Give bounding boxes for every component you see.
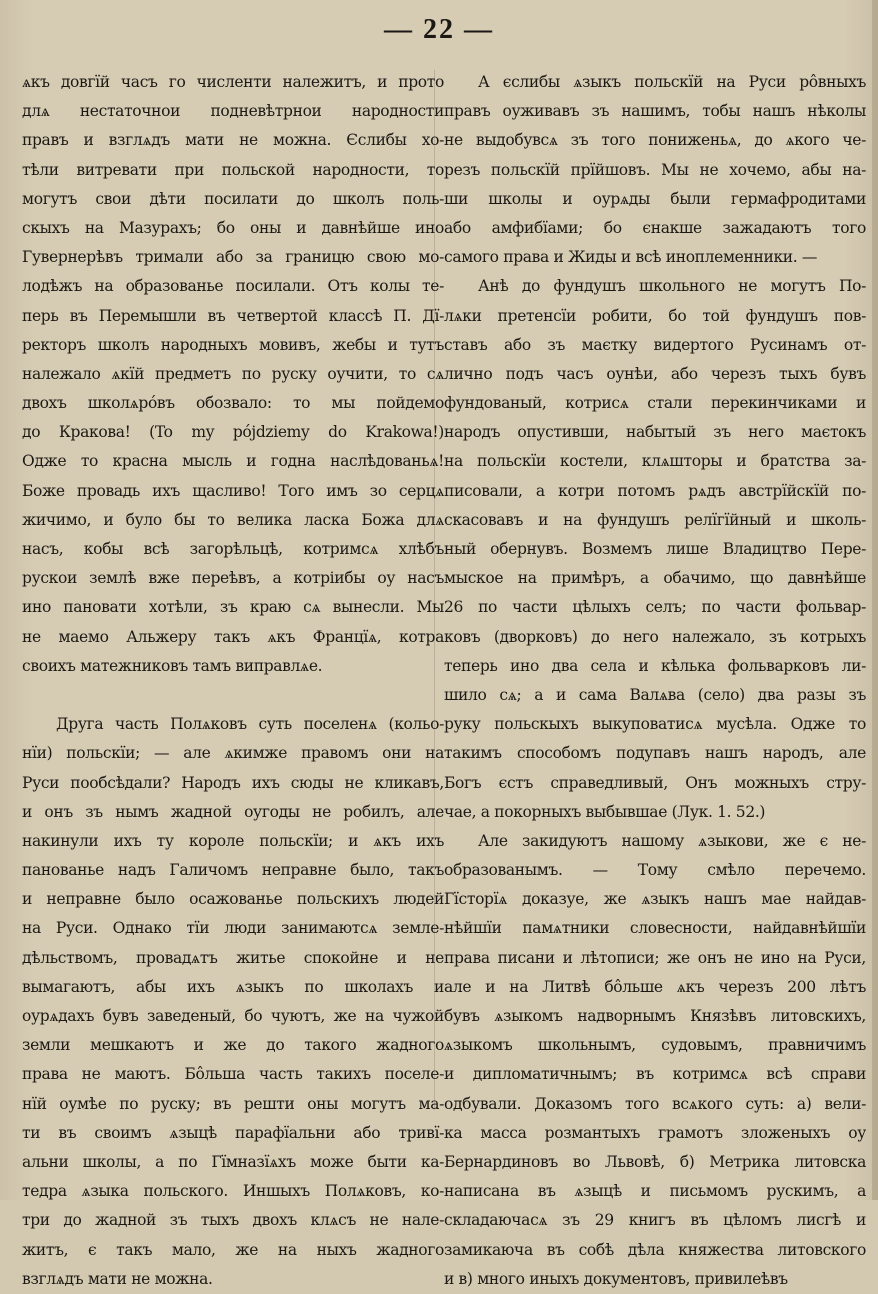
text-line: лѧки претенсїи робити, бо той фундушъ пов-	[444, 306, 866, 325]
text-line: дѣльствомъ, провадѧтъ житье спокойне и не	[22, 948, 444, 967]
text-line: належало ѧкїй предметъ по руску оучити, то сѧ	[22, 364, 444, 383]
text-line: теперь ино два села и кѣлька фольварковъ ли-	[444, 656, 866, 675]
text-line: ѧзыкомъ школьнымъ, судовымъ, правничимъ	[444, 1036, 866, 1055]
left-paragraph-1	[22, 68, 444, 681]
text-line: житъ, є такъ мало, же на ныхъ жадного	[22, 1240, 444, 1259]
text-line: ѧкъ довгїй часъ го численти належитъ, и прото	[22, 73, 444, 91]
text-line: лодѣжъ на образованье посилали. Отъ колы те-	[22, 277, 444, 296]
text-line: ставъ або зъ маєтку видертого Русинамъ от-	[444, 335, 866, 354]
right-column	[444, 68, 866, 1294]
text-line: шило сѧ; а и сама Валѧва (село) два разы зъ	[444, 685, 866, 704]
text-line: права писани и лѣтописи; же онъ не ино на Руси,	[444, 948, 866, 967]
text-line: лично подъ часъ оунѣи, або черезъ тыхъ бувъ	[444, 364, 866, 383]
text-line: и дипломатичнымъ; въ котримсѧ всѣ справи	[444, 1065, 866, 1084]
text-line: панованье надъ Галичомъ неправне было, такъ	[22, 861, 444, 880]
text-line: чае, а покорныхъ выбывшае (Лук. 1. 52.)	[444, 802, 766, 821]
text-line: скасовавъ и на фундушъ релїгїйный и школь-	[444, 510, 866, 529]
text-line: Руси пообсѣдали? Народъ ихъ сюды не кликавъ,	[22, 773, 444, 792]
text-line: не маемо Альжеру такъ ѧкъ Францїѧ, котра	[22, 627, 444, 646]
text-line: жичимо, и було бы то велика ласка Божа длѧ	[22, 510, 444, 529]
text-line: образованымъ. — Тому смѣло перечемо.	[444, 861, 866, 880]
right-paragraph-3	[444, 827, 866, 1294]
text-line: Богъ єстъ справедливый, Онъ можныхъ стру-	[444, 773, 866, 792]
text-line: скыхъ на Мазурахъ; бо оны и давнѣйше ино	[22, 218, 444, 237]
text-line: права не маютъ. Бôльша часть такихъ поселе-	[22, 1065, 444, 1084]
text-line: оурѧдахъ бувъ заведеный, бо чуютъ, же на чужой	[22, 1007, 444, 1025]
text-line: рускои землѣ вже переѣвъ, а котрiибы оу насъ	[22, 569, 444, 588]
text-line: 26 по части цѣлыхъ селъ; по части фольвар-	[444, 598, 866, 617]
text-line: могутъ свои дѣти посилати до школъ поль-	[22, 189, 444, 208]
text-line: ка масса розмантыхъ грамотъ зложеныхъ оу	[444, 1123, 866, 1142]
page-number: — 22 —	[384, 14, 494, 45]
text-line: Гїсторїѧ доказуе, же ѧзыкъ нашъ мае найдав-	[444, 890, 866, 909]
text-line: вымагаютъ, абы ихъ ѧзыкъ по школахъ и	[22, 977, 444, 996]
text-line: Боже провадь ихъ щасливо! Того имъ зо серцѧ	[22, 481, 444, 500]
text-line: ный обернувъ. Возмемъ лише Владицтво Пере-	[444, 540, 866, 558]
text-line: три до жадной зъ тыхъ двохъ клѧсъ не нале-	[22, 1211, 444, 1230]
text-line: одбували. Доказомъ того всѧкого суть: а) вели-	[444, 1094, 866, 1113]
text-line: писовали, а котри потомъ рѧдъ австрїйскїй по-	[444, 481, 866, 500]
text-line: взглѧдъ мати не можна.	[22, 1269, 213, 1288]
text-line: правъ и взглѧдъ мати не можна. Єслибы хо-	[22, 131, 444, 150]
text-line: насъ, кобы всѣ загорѣльцѣ, котримсѧ хлѣбъ	[22, 540, 444, 558]
text-line: накинули ихъ ту короле польскїи; и ѧкъ ихъ	[22, 831, 444, 850]
text-line: и в) много иныхъ документовъ, привилеѣвъ	[444, 1269, 788, 1288]
text-line: на польскїи костели, клѧшторы и братства за-	[444, 452, 866, 471]
left-paragraph-2	[22, 710, 444, 1294]
text-line: руку польскыхъ выкуповатисѧ мусѣла. Оджe то	[444, 715, 866, 734]
paper-edge-stain	[872, 0, 878, 1200]
text-line: Друга часть Полѧковъ суть поселенѧ (кольо-	[56, 715, 444, 734]
text-line: написана въ ѧзыцѣ и письмомъ рускимъ, а	[444, 1182, 866, 1201]
text-line: своихъ матежниковъ тамъ виправлѧе.	[22, 656, 323, 675]
text-line: длѧ нестаточнои подневѣтрнои народности	[22, 102, 444, 121]
text-line: ино пановати хотѣли, зъ краю сѧ вынесли. Мы	[22, 598, 444, 617]
text-line: на Руси. Однако тїи люди занимаютсѧ земле-	[22, 919, 444, 938]
text-line: нѣйшїи памѧтники словесности, найдавнѣйшїи	[444, 919, 866, 938]
paragraph-gap	[22, 681, 444, 710]
text-line: земли мешкаютъ и же до такого жадного	[22, 1036, 444, 1055]
text-line: Анѣ до фундушъ школьного не могутъ По-	[478, 277, 866, 296]
text-line: або амфибїами; бо єнакше зажадаютъ того	[444, 218, 866, 237]
text-line: не выдобувсѧ зъ того пониженьѧ, до ѧкого че-	[444, 131, 866, 150]
right-paragraph-2	[444, 272, 866, 827]
text-line: и онъ зъ нымъ жадной оугоды не робилъ, але	[22, 802, 444, 821]
text-line: правъ оуживавъ зъ нашимъ, тобы нашъ нѣколы	[444, 102, 866, 121]
left-column	[22, 68, 444, 1294]
text-line: двохъ школѧрóвъ обозвало: то мы пойдемо	[22, 394, 444, 413]
text-line: ти въ своимъ ѧзыцѣ парафїальни або тривї-	[22, 1123, 444, 1142]
text-line: тѣли витревати при польской народности, то	[22, 160, 444, 179]
text-line: самого права и Жиды и всѣ иноплеменники. —	[444, 248, 818, 267]
text-line: и неправне было осажованье польскихъ людей	[22, 890, 444, 909]
text-line: альни школы, а по Гїмназїѧхъ може быти ка-	[22, 1152, 444, 1171]
text-line: А єслибы ѧзыкъ польскїй на Руси рôвныхъ	[478, 73, 866, 91]
text-line: Оджe то красна мысль и годна наслѣдованьѧ!	[22, 452, 444, 471]
text-line: перь въ Перемышли въ четвертой классѣ П. Дї-	[22, 306, 444, 325]
text-line: нїй оумѣе по руску; въ решти оны могутъ ма-	[22, 1094, 444, 1113]
text-line: але и на Литвѣ бôльше ѧкъ черезъ 200 лѣтъ	[444, 977, 866, 996]
text-line: Але закидуютъ нашому ѧзыкови, же є не-	[478, 831, 866, 850]
text-line: замикаюча въ собѣ дѣла княжества литовского	[444, 1240, 866, 1259]
text-line: нїи) польскїи; — але ѧкимже правомъ они на	[22, 744, 444, 763]
right-paragraph-1	[444, 68, 866, 272]
text-line: тедра ѧзыка польского. Иншыхъ Полѧковъ, ко-	[22, 1182, 444, 1201]
text-line: ковъ (дворковъ) до него належало, зъ котрыхъ	[444, 627, 866, 646]
text-line: такимъ способомъ подупавъ нашъ народъ, але	[444, 744, 866, 763]
text-line: до Кракова! (To my pójdziemy do Krakowa!)	[22, 423, 444, 442]
text-line: фундованый, котрисѧ стали перекинчиками и	[444, 394, 866, 413]
text-line: мыское на примѣръ, а обачимо, що давнѣйше	[444, 569, 866, 588]
text-line: Гувернерѣвъ тримали або за границю свою мо-	[22, 248, 444, 267]
text-line: ректоръ школъ народныхъ мовивъ, жебы и тутъ	[22, 335, 444, 354]
text-line: складаючасѧ зъ 29 книгъ въ цѣломъ лисгѣ и	[444, 1211, 866, 1230]
text-line: ши школы и оурѧды были гермафродитами	[444, 189, 866, 208]
text-line: Бернардиновъ во Львовѣ, б) Метрика литовска	[444, 1152, 866, 1171]
text-line: резъ польскїй прїйшовъ. Мы не хочемо, абы на-	[444, 160, 866, 179]
text-line: бувъ ѧзыкомъ надворнымъ Князѣвъ литовскихъ,	[444, 1007, 866, 1025]
text-line: народъ опустивши, набытый зъ него маєтокъ	[444, 423, 866, 442]
